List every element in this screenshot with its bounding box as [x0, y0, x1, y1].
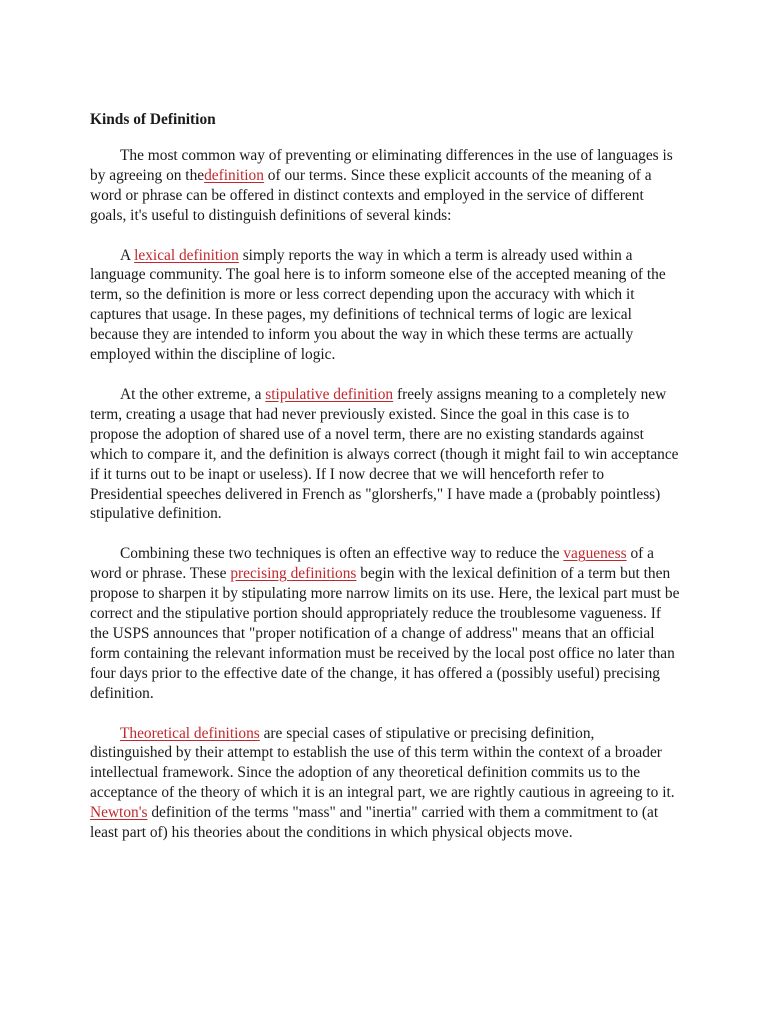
paragraph [90, 544, 680, 703]
paragraph [90, 146, 680, 226]
document-body [90, 146, 680, 843]
paragraph-text: definition of the terms "mass" and "inertia" carried with them a commitment to (at least part of) his theories about the conditions in which physical objects move. [90, 804, 659, 842]
paragraph-text: Combining these two techniques is often an effective way to reduce the [120, 545, 564, 563]
paragraph-text: At the other extreme, a [120, 385, 266, 403]
definition-link[interactable]: vagueness [563, 545, 627, 563]
paragraph-text: A [120, 246, 135, 264]
paragraph [90, 724, 680, 843]
paragraph-text: of a word or phrase. These [90, 545, 654, 583]
paragraph [90, 246, 680, 365]
definition-link[interactable]: Theoretical definitions [120, 724, 260, 742]
paragraph-text: begin with the lexical definition of a term but then propose to sharpen it by stipulating more narrow limits on its use. Here, the lexical part must be correct and the stipulative portion should appropriately reduce the troublesome vagueness. If the USPS announces that "proper notification of a change of address" means that an official form containing the relevant information must be received by the local post office no later than four days prior to the effective date of the change, it has offered a (possibly useful) precising definition. [90, 565, 680, 702]
definition-link[interactable]: precising definitions [230, 565, 357, 583]
paragraph-text: simply reports the way in which a term is already used within a language community. The goal here is to inform someone else of the accepted meaning of the term, so the definition is more or less correct depending upon the accuracy with which it captures that usage. In these pages, my definitions of technical terms of logic are lexical because they are intended to inform you about the way in which these terms are actually employed within the discipline of logic. [90, 246, 666, 364]
definition-link[interactable]: Newton's [90, 804, 148, 822]
paragraph [90, 385, 680, 524]
paragraph-text: of our terms. Since these explicit accounts of the meaning of a word or phrase can be offered in distinct contexts and employed in the service of different goals, it's useful to distinguish definitions of several kinds: [90, 166, 652, 224]
page-title: Kinds of Definition [90, 111, 216, 128]
definition-link[interactable]: definition [204, 166, 264, 184]
paragraph-text: are special cases of stipulative or precising definition, distinguished by their attempt to establish the use of this term within the context of a broader intellectual framework. Since the adoption of any theoretical definition commits us to the acceptance of the theory of which it is an integral part, we are rightly cautious in agreeing to it. [90, 724, 675, 802]
paragraph-text: The most common way of preventing or eliminating differences in the use of languages is by agreeing on the [90, 146, 673, 184]
document-page [90, 110, 680, 863]
definition-link[interactable]: stipulative definition [265, 385, 394, 403]
definition-link[interactable]: lexical definition [134, 246, 239, 264]
paragraph-text: freely assigns meaning to a completely new term, creating a usage that had never previously existed. Since the goal in this case is to propose the adoption of shared use of a novel term, there are no existing standards against which to compare it, and the definition is always correct (though it might fail to win acceptance if it turns out to be inapt or useless). If I now decree that we will henceforth refer to Presidential speeches delivered in French as "glorsherfs," I have made a (probably pointless) stipulative definition. [90, 385, 679, 523]
